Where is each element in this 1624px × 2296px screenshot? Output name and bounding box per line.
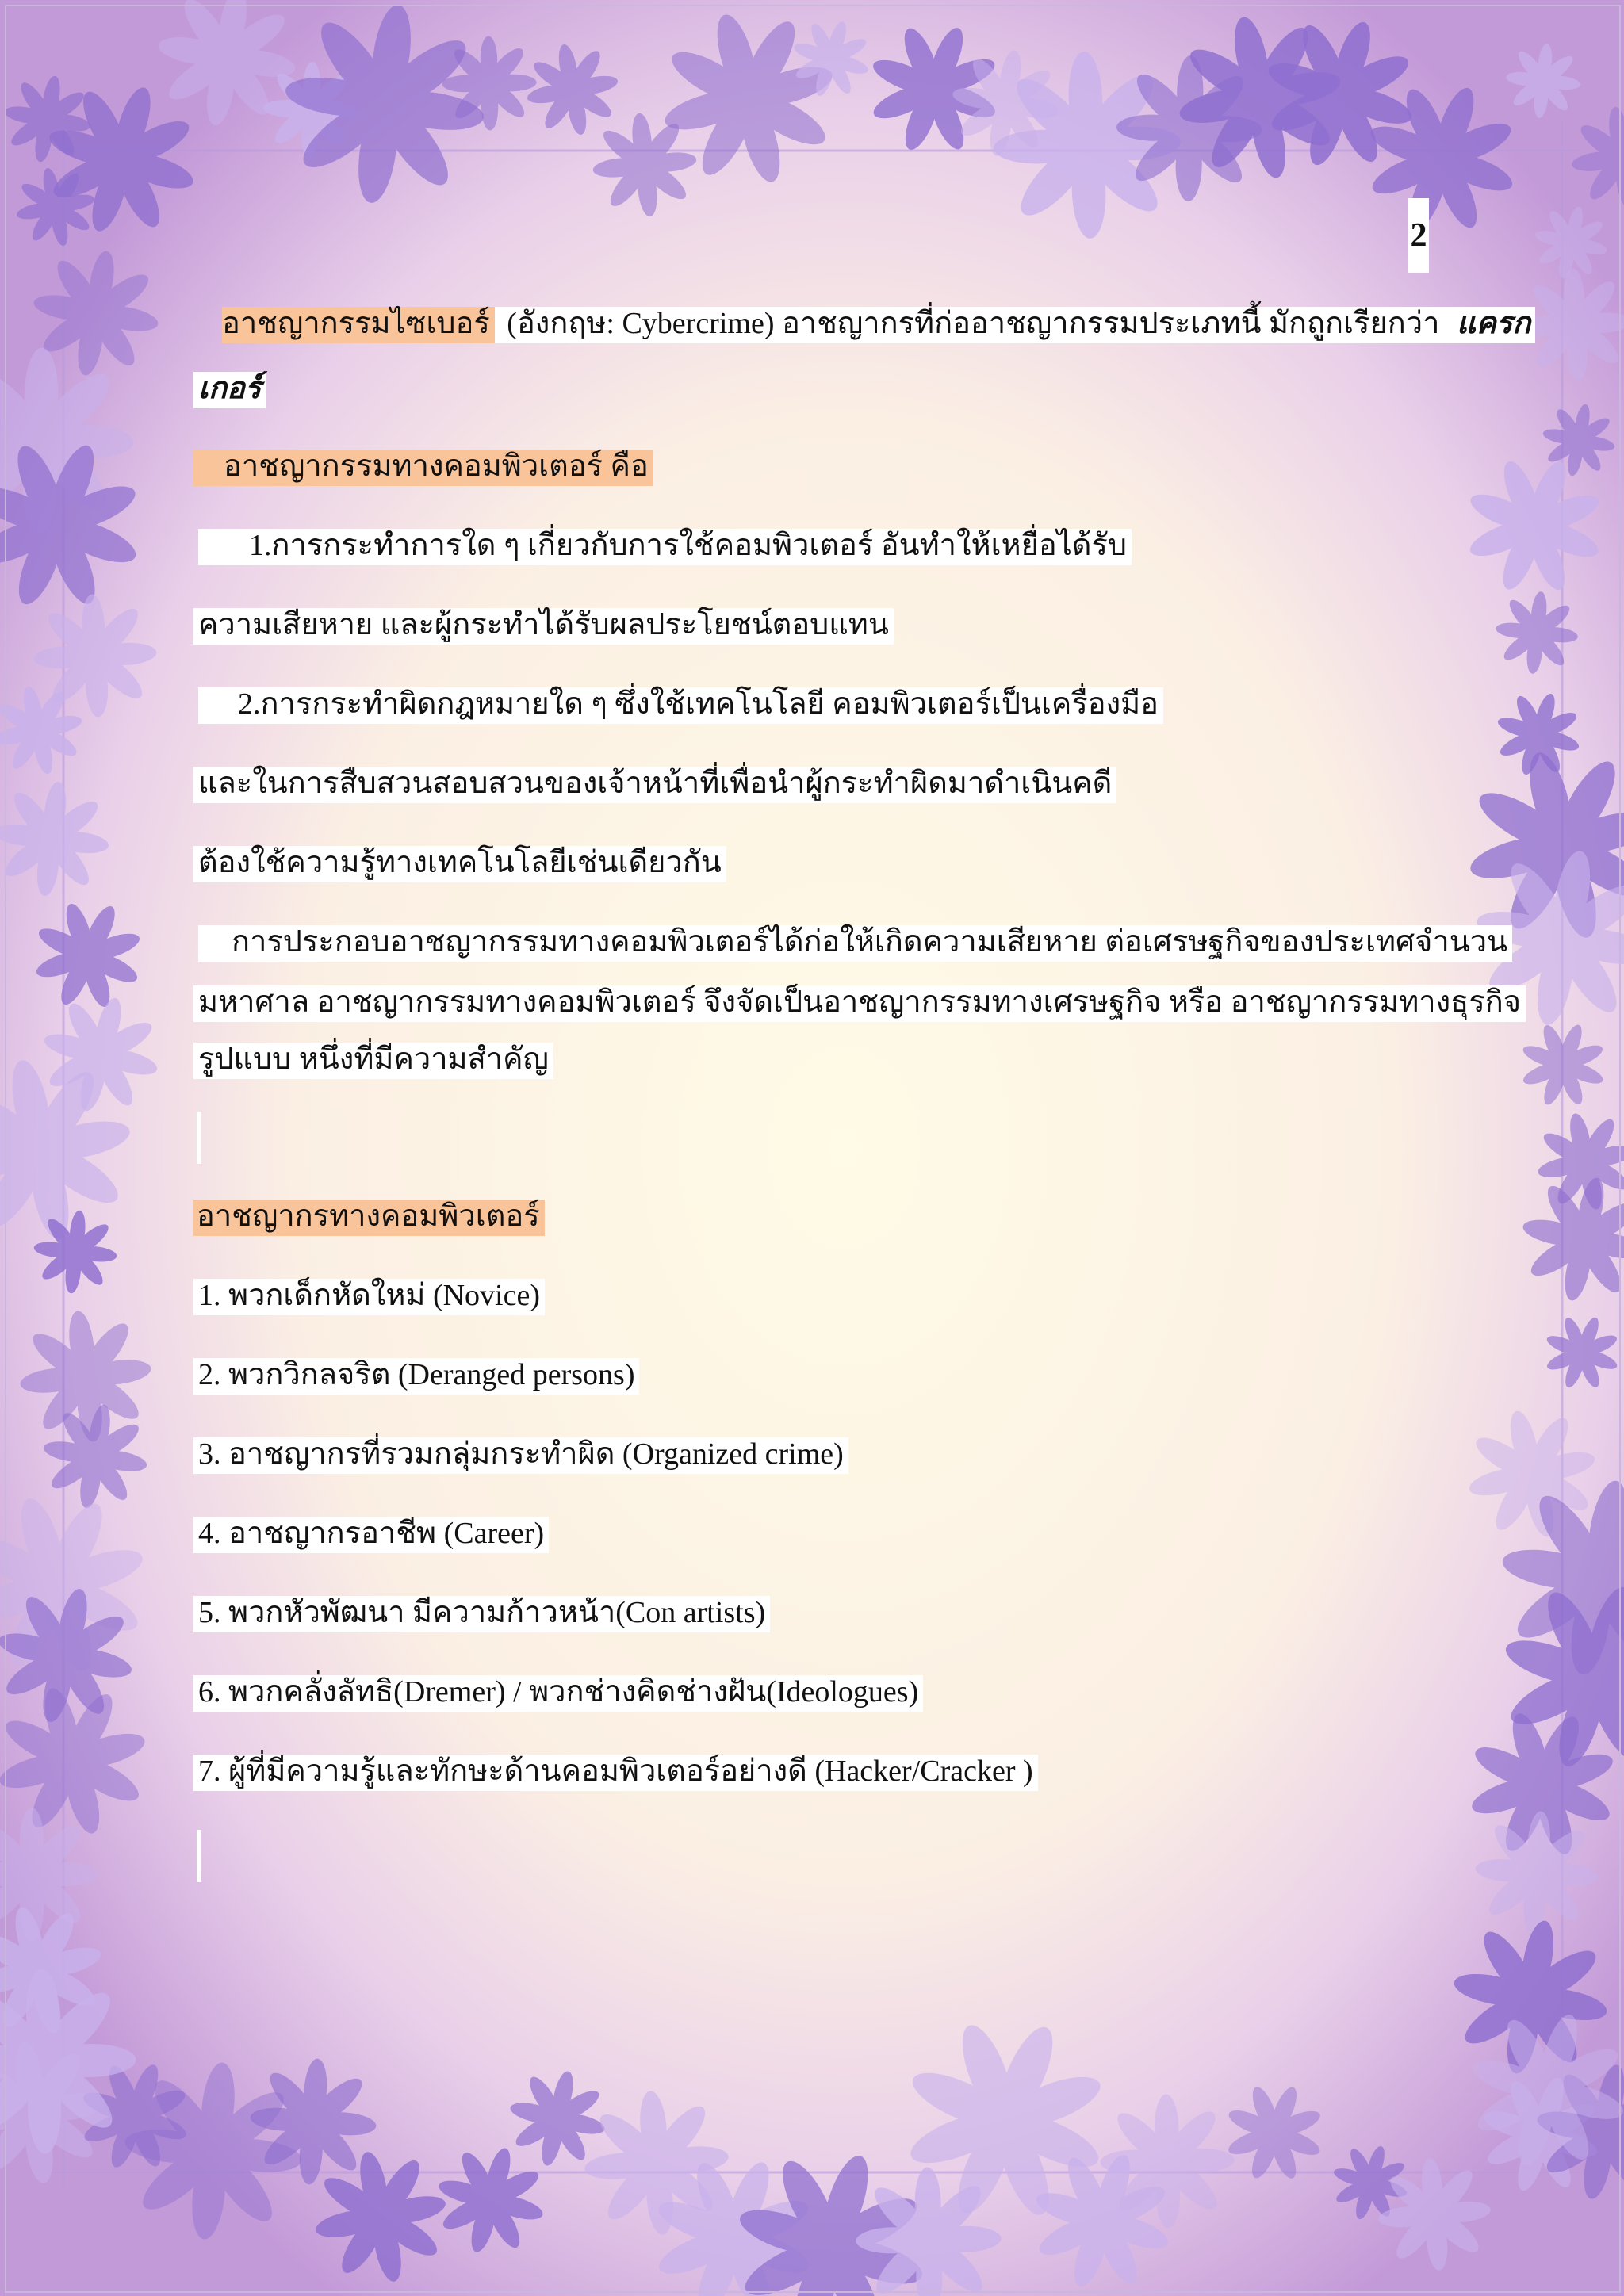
cracker-emphasis-2: เกอร์: [193, 372, 266, 408]
criminal-type-7: 7. ผู้ที่มีความรู้และทักษะด้านคอมพิวเตอร์อย่างดี (Hacker/Cracker ): [193, 1751, 1038, 1792]
criminal-type-6: 6. พวกคลั่งลัทธิ(Dremer) / พวกช่างคิดช่างฝัน(Ideologues): [193, 1671, 923, 1712]
definition-item-1b: ความเสียหาย และผู้กระทำได้รับผลประโยชน์ตอบแทน: [193, 604, 894, 645]
impact-line-2: มหาศาล อาชญากรรมทางคอมพิวเตอร์ จึงจัดเป็นอาชญากรรมทางเศรษฐกิจ หรือ อาชญากรรมทางธุรกิจ: [193, 982, 1526, 1023]
criminals-heading: อาชญากรทางคอมพิวเตอร์: [193, 1196, 545, 1237]
criminal-type-3: 3. อาชญากรที่รวมกลุ่มกระทำผิด (Organized crime): [193, 1433, 848, 1475]
definition-item-2a: 2.การกระทำผิดกฎหมายใด ๆ ซึ่งใช้เทคโนโลยี คอมพิวเตอร์เป็นเครื่องมือ: [198, 683, 1163, 725]
impact-line-1: การประกอบอาชญากรรมทางคอมพิวเตอร์ได้ก่อให้เกิดความเสียหาย ต่อเศรษฐกิจของประเทศจำนวน: [198, 921, 1512, 962]
definition-item-2b: และในการสืบสวนสอบสวนของเจ้าหน้าที่เพื่อนำผู้กระทำผิดมาดำเนินคดี: [193, 763, 1116, 804]
impact-line-3: รูปแบบ หนึ่งที่มีความสำคัญ: [193, 1039, 553, 1080]
intro-line-2: [193, 368, 266, 409]
empty-line-marker-2: [197, 1830, 201, 1882]
criminal-type-5: 5. พวกหัวพัฒนา มีความก้าวหน้า(Con artists): [193, 1592, 770, 1633]
criminal-type-4: 4. อาชญากรอาชีพ (Career): [193, 1513, 549, 1554]
cybercrime-term: อาชญากรรมไซเบอร์: [222, 307, 495, 343]
definition-item-2c: ต้องใช้ความรู้ทางเทคโนโลยีเช่นเดียวกัน: [193, 842, 726, 883]
intro-text: (อังกฤษ: Cybercrime) อาชญากรที่ก่ออาชญากรรมประเภทนี้ มักถูกเรียกว่า: [495, 307, 1452, 343]
definition-heading: อาชญากรรมทางคอมพิวเตอร์ คือ: [193, 446, 653, 487]
cracker-emphasis-1: แครก: [1452, 307, 1535, 343]
criminal-type-2: 2. พวกวิกลจริต (Deranged persons): [193, 1354, 639, 1395]
page-number: 2: [1408, 198, 1429, 273]
intro-line-1: [222, 303, 1535, 344]
empty-line-marker: [197, 1112, 201, 1164]
criminal-type-1: 1. พวกเด็กหัดใหม่ (Novice): [193, 1275, 545, 1316]
definition-item-1a: 1.การกระทำการใด ๆ เกี่ยวกับการใช้คอมพิวเตอร์ อันทำให้เหยื่อได้รับ: [198, 525, 1132, 566]
